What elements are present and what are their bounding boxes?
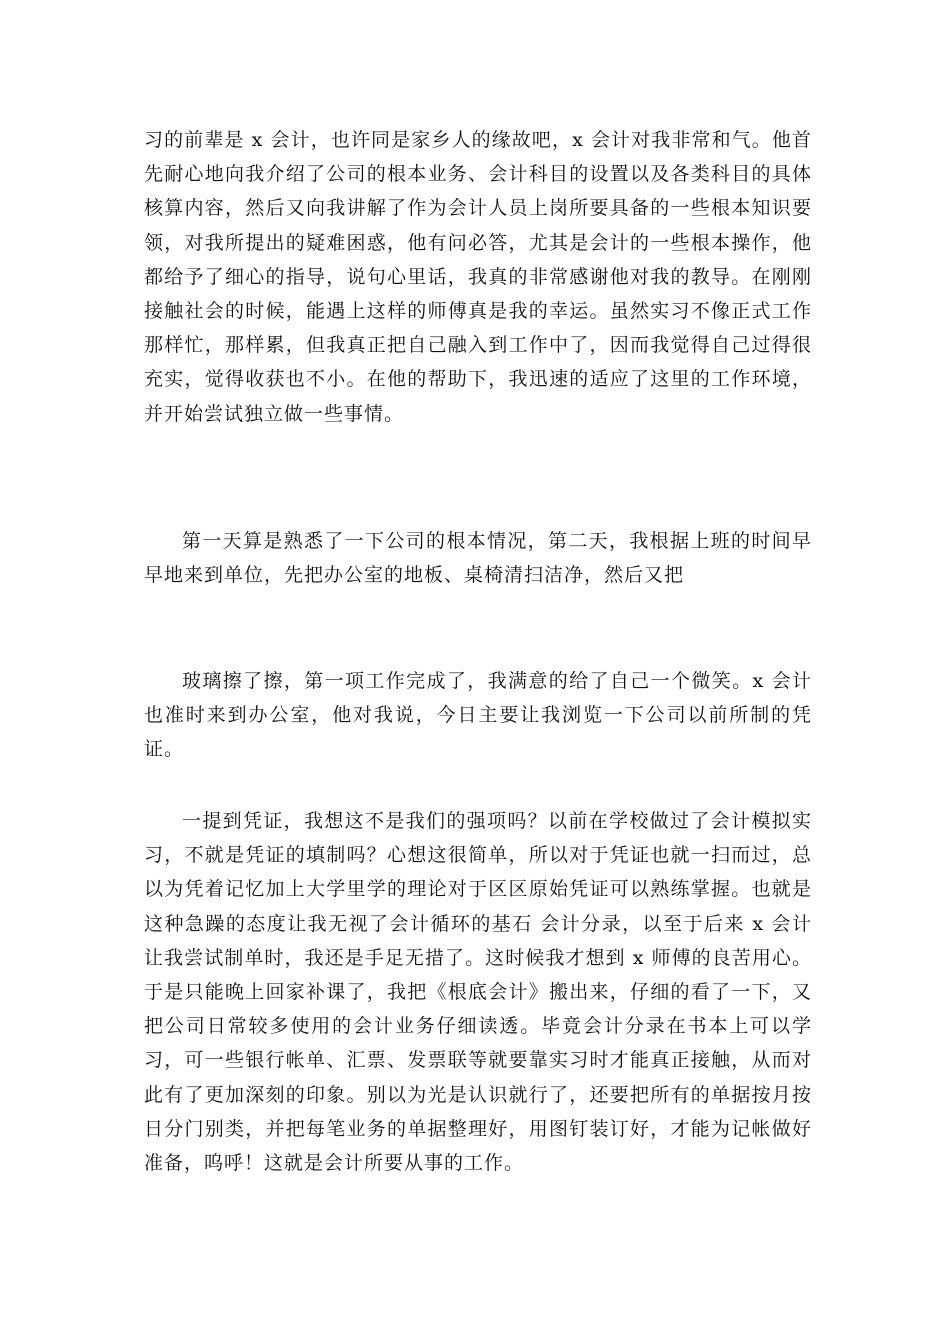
paragraph-second-day: 第一天算是熟悉了一下公司的根本情况，第二天，我根据上班的时间早早地来到单位，先把办公室的地板、桌椅清扫洁净，然后又把 bbox=[144, 530, 812, 587]
paragraph-vouchers: 一提到凭证，我想这不是我们的强项吗？以前在学校做过了会计模拟实习，不就是凭证的填制吗？心想这很简单，所以对于凭证也就一扫而过，总以为凭着记忆加上大学里学的理论对于区区原始凭证可以熟练掌握。也就是这种急躁的态度让我无视了会计循环的基石 会计分录，以至于后来 x 会计让我尝试制单时，我还是手足无措了。这时候我才想到 x 师傅的良苦用心。于是只能晚上回家补课了，我把《根底会计》搬出来，仔细的看了一下，又把公司日常较多使用的会计业务仔细读透。毕竟会计分录在书本上可以学习，可一些银行帐单、汇票、发票联等就要靠实习时才能真正接触，从而对此有了更加深刻的印象。别以为光是认识就行了，还要把所有的单据按月按日分门别类，并把每笔业务的单据整理好，用图钉装订好，才能为记帐做好准备，呜呼！这就是会计所要从事的工作。 bbox=[144, 810, 812, 1175]
paragraph-first-task: 玻璃擦了擦，第一项工作完成了，我满意的给了自己一个微笑。x 会计也准时来到办公室，他对我说，今日主要让我浏览一下公司以前所制的凭证。 bbox=[144, 670, 812, 761]
paragraph-mentor-introduction: 习的前辈是 x 会计，也许同是家乡人的缘故吧，x 会计对我非常和气。他首先耐心地向我介绍了公司的根本业务、会计科目的设置以及各类科目的具体核算内容，然后又向我讲解了作为会计人员上岗所要具备的一些根本知识要领，对我所提出的疑难困惑，他有问必答，尤其是会计的一些根本操作，他都给予了细心的指导，说句心里话，我真的非常感谢他对我的教导。在刚刚接触社会的时候，能遇上这样的师傅真是我的幸运。虽然实习不像正式工作那样忙，那样累，但我真正把自己融入到工作中了，因而我觉得自己过得很充实，觉得收获也不小。在他的帮助下，我迅速的适应了这里的工作环境，并开始尝试独立做一些事情。 bbox=[144, 129, 812, 425]
